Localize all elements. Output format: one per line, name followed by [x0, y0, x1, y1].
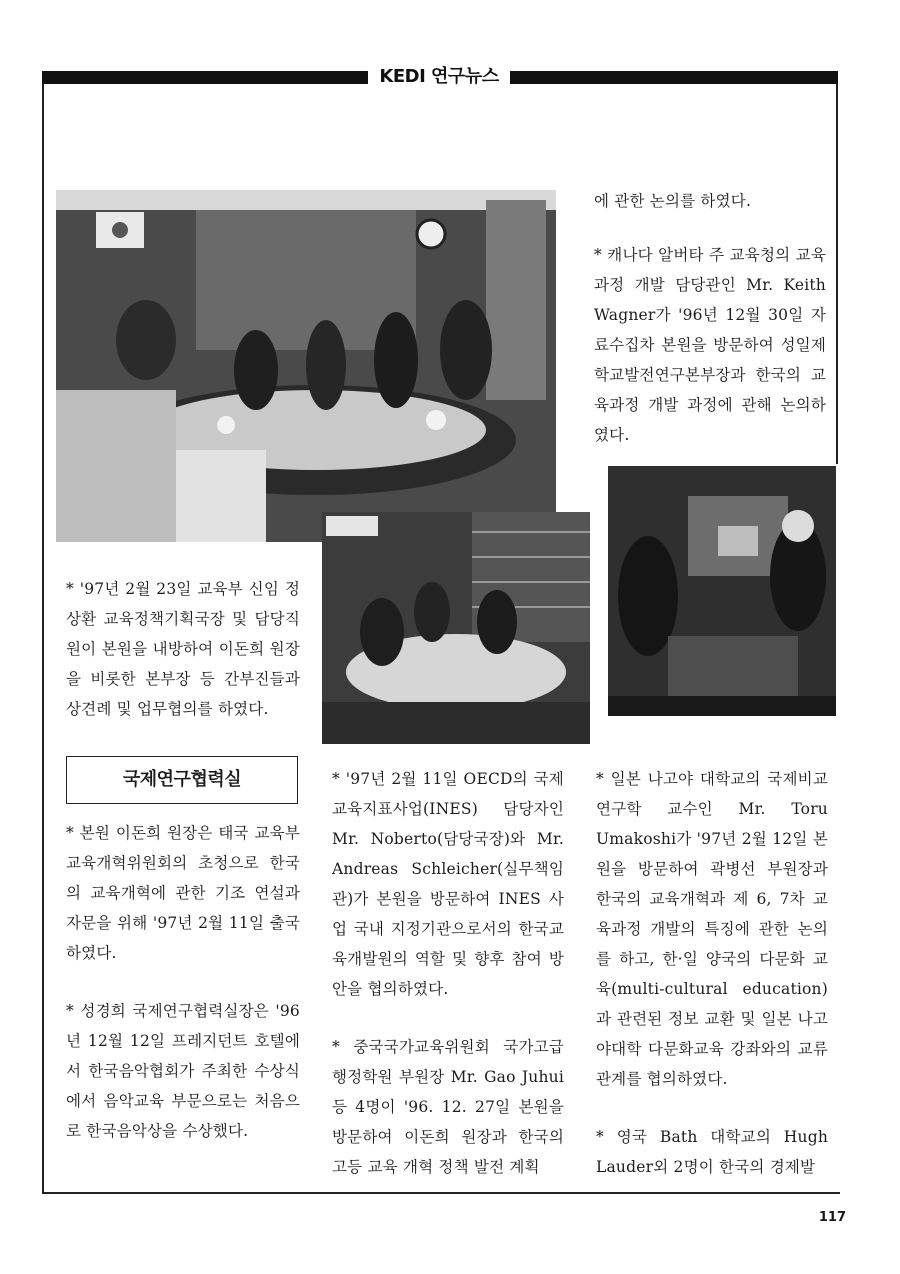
- section-header-title: KEDI 연구뉴스: [379, 66, 499, 87]
- paragraph: * 캐나다 알버타 주 교육청의 교육 과정 개발 담당관인 Mr. Keith Wagner가 '96년 12월 30일 자료수집차 본원을 방문하여 성일제 학교발전연구본부장과 한국의 교육과정 개발 과정에 관해 논의하였다.: [594, 246, 826, 444]
- paragraph: 에 관한 논의를 하였다.: [594, 192, 752, 210]
- section-heading-box: 국제연구협력실: [66, 756, 298, 804]
- left-column-bottom-text: [66, 818, 300, 1168]
- paragraph: * 본원 이돈희 원장은 태국 교육부 교육개혁위원회의 초청으로 한국의 교육개혁에 관한 기조 연설과 자문을 위해 '97년 2월 11일 출국하였다.: [66, 824, 300, 962]
- paragraph: * '97년 2월 23일 교육부 신임 정상환 교육정책기획국장 및 담당직원이 본원을 내방하여 이돈희 원장을 비롯한 본부장 등 간부진들과 상견례 및 업무협의를 하였다.: [66, 580, 300, 718]
- frame-left-rule: [42, 84, 44, 1194]
- right-column-top-text: [594, 186, 826, 472]
- header-rule-right: [510, 71, 838, 84]
- photo-meeting-round-table: [56, 190, 556, 542]
- photo-meeting-office: [608, 466, 836, 716]
- paragraph: * 중국국가교육위원회 국가고급 행정학원 부원장 Mr. Gao Juhui 등 4명이 '96. 12. 27일 본원을 방문하여 이돈희 원장과 한국의 고등 교육 개혁 정책 발전 계획: [332, 1038, 564, 1176]
- paragraph: * 성경희 국제연구협력실장은 '96년 12월 12일 프레지던트 호텔에서 한국음악협회가 주최한 수상식에서 음악교육 부문으로는 처음으로 한국음악상을 수상했다.: [66, 1002, 300, 1140]
- paragraph: * '97년 2월 11일 OECD의 국제교육지표사업(INES) 담당자인 Mr. Noberto(담당국장)와 Mr. Andreas Schleicher(실무책임관)가 본원을 방문하여 INES 사업 국내 지정기관으로서의 한국교육개발원의 역할 및 향후 참여 방안을 협의하였다.: [332, 770, 564, 998]
- frame-right-rule: [836, 84, 838, 464]
- right-column-bottom-text: [596, 764, 828, 1204]
- paragraph: * 영국 Bath 대학교의 Hugh Lauder외 2명이 한국의 경제발: [596, 1128, 828, 1176]
- left-column-top-text: [66, 574, 300, 746]
- header-rule-left: [42, 71, 368, 84]
- paragraph: * 일본 나고야 대학교의 국제비교연구학 교수인 Mr. Toru Umakoshi가 '97년 2월 12일 본원을 방문하여 곽병선 부원장과 한국의 교육개혁과 제 6, 7차 교육과정 개발의 특징에 관한 논의를 하고, 한·일 양국의 다문화 교육(multi-cultural education)과 관련된 정보 교환 및 일본 나고야대학 다문화교육 강좌와의 교류관계를 협의하였다.: [596, 770, 828, 1088]
- page-number: 117: [818, 1210, 846, 1225]
- photo-meeting-library: [322, 512, 590, 744]
- middle-column-text: [332, 764, 564, 1204]
